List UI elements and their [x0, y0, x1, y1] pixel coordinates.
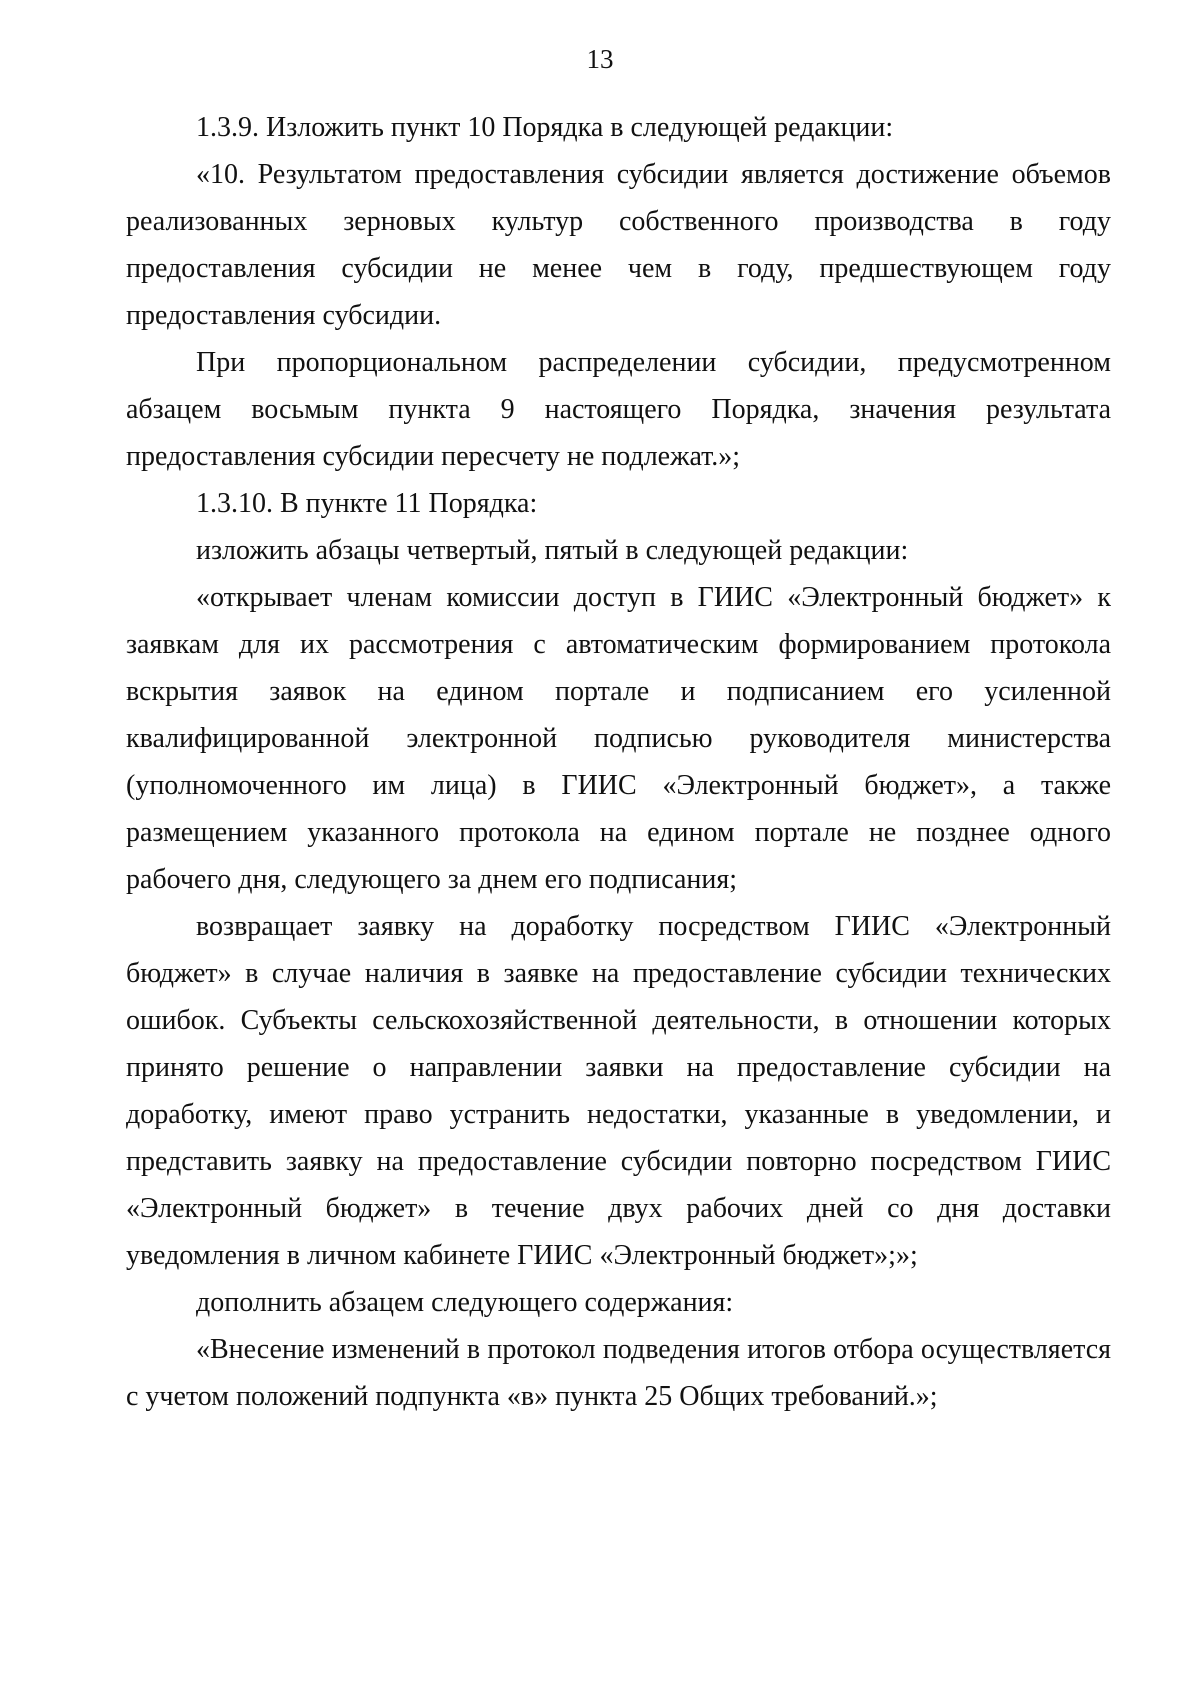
paragraph-1-3-10: 1.3.10. В пункте 11 Порядка: [196, 488, 538, 519]
document-body [126, 104, 1111, 1420]
paragraph-proportional-distribution: При пропорциональном распределении субсидии, предусмотренном абзацем восьмым пункта 9 настоящего Порядка, значения результата предоставления субсидии пересчету не подлежат.»; [126, 347, 1111, 472]
paragraph-add-abzac: дополнить абзацем следующего содержания: [196, 1287, 734, 1318]
paragraph-returns-application: возвращает заявку на доработку посредством ГИИС «Электронный бюджет» в случае наличия в заявке на предоставление субсидии технических ошибок. Субъекты сельскохозяйственной деятельности, в отношении которых принято решение о направлении заявки на предоставление субсидии на доработку, имеют право устранить недостатки, указанные в уведомлении, и представить заявку на предоставление субсидии повторно посредством ГИИС «Электронный бюджет» в течение двух рабочих дней со дня доставки уведомления в личном кабинете ГИИС «Электронный бюджет»;»; [126, 911, 1111, 1271]
paragraph-restate-abzacy: изложить абзацы четвертый, пятый в следующей редакции: [196, 535, 909, 566]
paragraph-protocol-changes: «Внесение изменений в протокол подведения итогов отбора осуществляется с учетом положений подпункта «в» пункта 25 Общих требований.»; [126, 1334, 1111, 1412]
paragraph-point-10-result: «10. Результатом предоставления субсидии является достижение объемов реализованных зерновых культур собственного производства в году предоставления субсидии не менее чем в году, предшествующем году предоставления субсидии. [126, 159, 1111, 331]
paragraph-1-3-9: 1.3.9. Изложить пункт 10 Порядка в следующей редакции: [196, 112, 894, 143]
paragraph-opens-access: «открывает членам комиссии доступ в ГИИС «Электронный бюджет» к заявкам для их рассмотрения с автоматическим формированием протокола вскрытия заявок на едином портале и подписанием его усиленной квалифицированной электронной подписью руководителя министерства (уполномоченного им лица) в ГИИС «Электронный бюджет», а также размещением указанного протокола на едином портале не позднее одного рабочего дня, следующего за днем его подписания; [126, 582, 1111, 895]
page-number: 13 [586, 44, 614, 74]
